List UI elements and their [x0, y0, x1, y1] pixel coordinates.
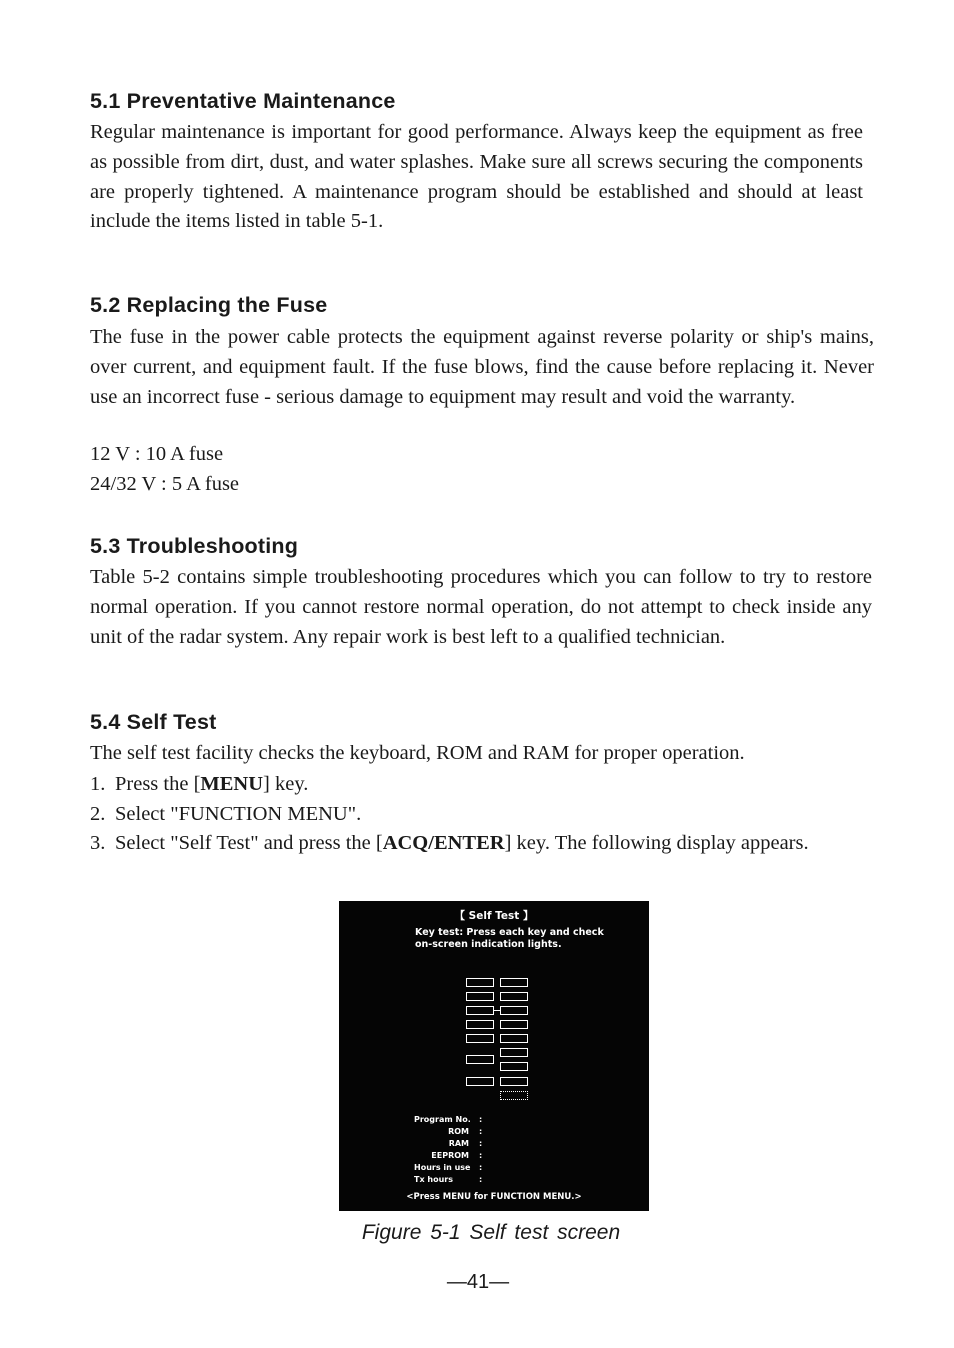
info-colon: :	[479, 1127, 483, 1136]
indicator-lamp	[466, 992, 494, 1001]
info-label: ROM	[448, 1127, 469, 1136]
fuse-spec-12v: 12 V : 10 A fuse	[90, 443, 224, 465]
step-text: Press the [	[115, 773, 201, 795]
screen-footer: <Press MENU for FUNCTION MENU.>	[406, 1192, 582, 1202]
indicator-lamp	[500, 1062, 528, 1071]
step-item	[90, 829, 872, 859]
section-text-5-1	[90, 118, 863, 237]
section-heading-5-4: 5.4 Self Test	[90, 710, 217, 734]
section-heading-5-3: 5.3 Troubleshooting	[90, 534, 299, 558]
indicator-lamp	[466, 978, 494, 987]
self-test-intro: The self test facility checks the keyboard, ROM and RAM for proper operation.	[90, 742, 745, 764]
step-item	[90, 770, 872, 800]
step-text: Select "Self Test" and press the [	[115, 832, 383, 854]
info-colon: :	[479, 1139, 483, 1148]
indicator-lamp	[500, 1034, 528, 1043]
section-heading-5-1: 5.1 Preventative Maintenance	[90, 89, 396, 113]
info-colon: :	[479, 1151, 483, 1160]
info-colon: :	[479, 1163, 483, 1172]
indicator-lamp	[500, 1077, 528, 1086]
indicator-lamp	[500, 978, 528, 987]
paragraph: Regular maintenance is important for good performance. Always keep the equipment as free as possible from dirt, dust, and water splashes. Make sure all screws securing the components are properly tightened. A maintenance program should be established and should at least include the items listed in table 5-1.	[90, 121, 863, 233]
step-text: ] key.	[263, 773, 309, 795]
screen-title: 【 Self Test 】	[454, 910, 534, 922]
indicator-lamp	[466, 1034, 494, 1043]
step-number: 1.	[90, 773, 106, 795]
info-colon: :	[479, 1115, 483, 1124]
step-number: 3.	[90, 832, 106, 854]
indicator-lamp	[466, 1006, 494, 1015]
section-text-5-2	[90, 323, 874, 412]
info-label: Tx hours	[414, 1175, 453, 1184]
info-colon: :	[479, 1175, 483, 1184]
section-heading-5-2: 5.2 Replacing the Fuse	[90, 293, 328, 317]
step-text: Select "FUNCTION MENU".	[115, 803, 362, 825]
paragraph: The fuse in the power cable protects the equipment against reverse polarity or ship's mains, over current, and equipment fault. If the fuse blows, find the cause before replacing it. Never use an incorrect fuse - serious damage to equipment may result and void the warranty.	[90, 326, 874, 408]
indicator-lamp	[466, 1077, 494, 1086]
info-label: Hours in use	[414, 1163, 471, 1172]
indicator-lamp	[500, 1006, 528, 1015]
indicator-lamp	[500, 1048, 528, 1057]
screen-instruction: Key test: Press each key and check on-screen indication lights.	[415, 927, 604, 950]
figure-caption: Figure 5-1 Self test screen	[361, 1221, 621, 1244]
step-text: ] key. The following display appears.	[504, 832, 809, 854]
step-item	[90, 800, 872, 830]
indicator-lamp	[466, 1020, 494, 1029]
page-number: —41—	[446, 1271, 510, 1293]
indicator-lamp	[500, 1020, 528, 1029]
info-label: EEPROM	[431, 1151, 469, 1160]
self-test-screen	[339, 901, 649, 1211]
section-text-5-3	[90, 563, 872, 652]
step-number: 2.	[90, 803, 106, 825]
key-name: ACQ/ENTER	[382, 832, 505, 854]
indicator-lamp	[466, 1055, 494, 1064]
info-label: Program No.	[414, 1115, 471, 1124]
paragraph: Table 5-2 contains simple troubleshooting procedures which you can follow to try to restore normal operation. If you cannot restore normal operation, do not attempt to check inside any unit of the radar system. Any repair work is best left to a qualified technician.	[90, 566, 872, 648]
indicator-lamp	[500, 992, 528, 1001]
info-label: RAM	[448, 1139, 469, 1148]
indicator-lamp	[500, 1091, 528, 1100]
key-name: MENU	[200, 773, 264, 795]
fuse-spec-24v: 24/32 V : 5 A fuse	[90, 473, 240, 495]
